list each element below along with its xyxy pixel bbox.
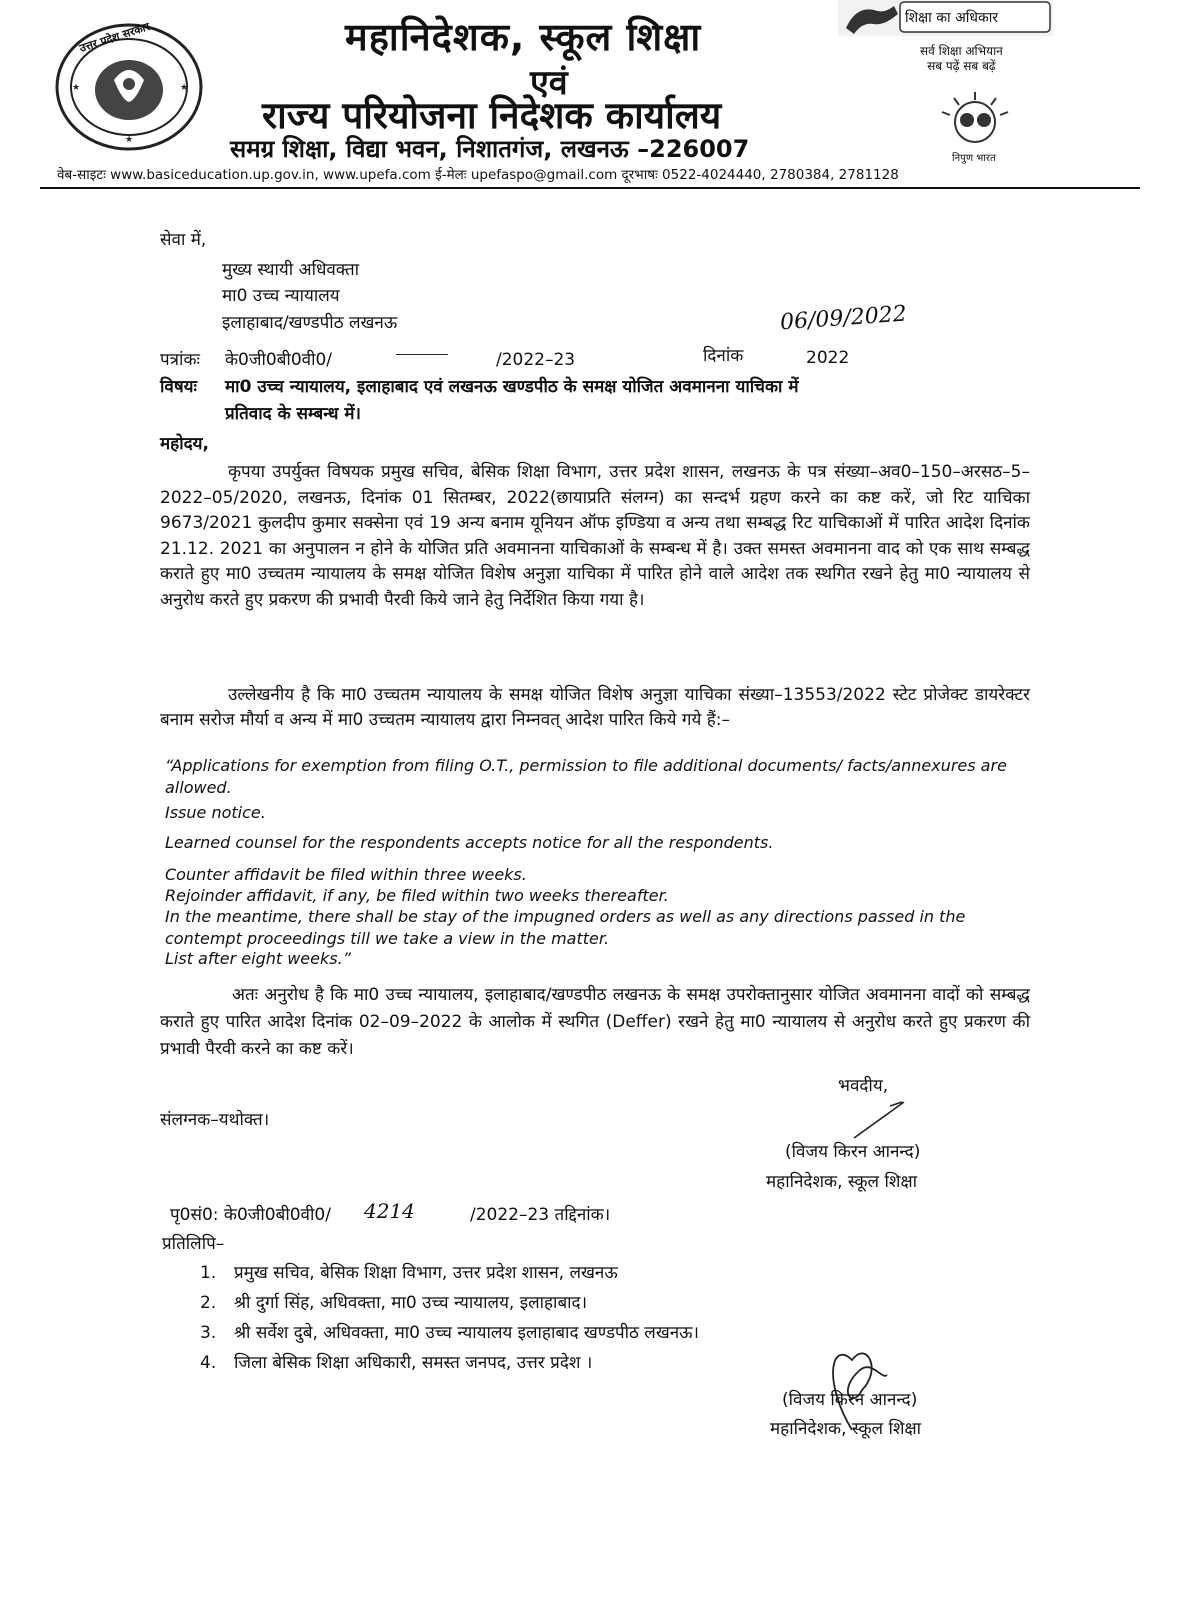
signature <box>850 1098 910 1142</box>
handwritten-date: 06/09/2022 <box>779 301 908 336</box>
rte-label: शिक्षा का अधिकार <box>905 10 999 26</box>
greeting: महोदय, <box>160 434 209 454</box>
quote-line-2: Issue notice. <box>165 803 266 822</box>
ssa-tagline: सर्व शिक्षा अभियान सब पढ़ें सब बढ़ें <box>920 44 1003 73</box>
seal-text: उत्तर प्रदेश सरकार <box>77 20 152 55</box>
closing: भवदीय, <box>838 1076 889 1096</box>
list-item: 2. श्री दुर्गा सिंह, अधिवक्ता, मा0 उच्च न्यायालय, इलाहाबाद। <box>200 1293 588 1313</box>
quote-line-3: Learned counsel for the respondents accepts notice for all the respondents. <box>165 833 774 852</box>
quote-line-6: In the meantime, there shall be stay of the impugned orders as well as any directions passed in the contempt proceedings till we take a view in the matter. <box>165 907 966 948</box>
quote-line-1: “Applications for exemption from filing O.T., permission to file additional documents/ facts/annexures are allowed. <box>165 756 1007 797</box>
signatory2-name: (विजय किरन आनन्द) <box>782 1390 918 1410</box>
nipun-bharat-label: निपुण भारत <box>952 153 996 164</box>
nipun-bharat-logo <box>932 90 1018 150</box>
signatory-name: (विजय किरन आनन्द) <box>785 1142 921 1162</box>
subject-line2: प्रतिवाद के सम्बन्ध में। <box>225 404 361 424</box>
endorsement-ref-number: 4214 <box>364 1199 415 1223</box>
endorsement-ref-prefix: पृ0सं0: के0जी0बी0वी0/ <box>170 1205 331 1225</box>
office-title-line1: महानिदेशक, स्कूल शिक्षा <box>345 15 702 59</box>
copy-list <box>200 1258 699 1378</box>
endorsement-ref-suffix: /2022–23 तद्दिनांक। <box>470 1205 611 1225</box>
office-title-line3: राज्य परियोजना निदेशक कार्यालय <box>262 94 722 137</box>
list-item: 4. जिला बेसिक शिक्षा अधिकारी, समस्त जनपद, उत्तर प्रदेश । <box>200 1353 593 1373</box>
ref-label: पत्रांकः <box>160 350 200 370</box>
ref-number-blank <box>396 354 448 355</box>
date-label: दिनांक <box>703 346 744 366</box>
subject-label: विषयः <box>160 377 197 397</box>
enclosure: संलग्नक–यथोक्त। <box>160 1110 270 1130</box>
signatory2-designation: महानिदेशक, स्कूल शिक्षा <box>770 1419 922 1439</box>
office-title-line2: एवं <box>530 63 568 103</box>
subject-line1: मा0 उच्च न्यायालय, इलाहाबाद एवं लखनऊ खण्डपीठ के समक्ष योजित अवमानना याचिका में <box>225 377 799 397</box>
paragraph-1: कृपया उपर्युक्त विषयक प्रमुख सचिव, बेसिक शिक्षा विभाग, उत्तर प्रदेश शासन, लखनऊ के पत्र संख्या–अव0–150–अरसठ–5–2022–05/2020, लखनऊ, दिनांक 01 सितम्बर, 2022(छायाप्रति संलग्न) का सन्दर्भ ग्रहण करने का कष्ट करें, जो रिट याचिका 9673/2021 कुलदीप कुमार सक्सेना एवं 19 अन्य बनाम यूनियन ऑफ इण्डिया व अन्य तथा सम्बद्ध रिट याचिकाओं में पारित आदेश दिनांक 21.12. 2021 का अनुपालन न होने के योजित प्रति अवमानना याचिकाओं के सम्बन्ध में है। उक्त समस्त अवमानना वाद को एक साथ सम्बद्ध कराते हुए मा0 उच्चतम न्यायालय के समक्ष योजित विशेष अनुज्ञा याचिका में पारित होने वाले आदेश तक स्थगित रखने हेतु मा0 न्यायालय से अनुरोध करते हुए प्रकरण की प्रभावी पैरवी किये जाने हेतु निर्देशित किया गया है। <box>160 462 1030 610</box>
svg-text:★: ★ <box>124 135 134 145</box>
svg-text:★: ★ <box>180 83 189 93</box>
paragraph-3: अतः अनुरोध है कि मा0 उच्च न्यायालय, इलाहाबाद/खण्डपीठ लखनऊ के समक्ष उपरोक्तानुसार योजित अवमानना वादों को सम्बद्ध कराते हुए पारित आदेश दिनांक 02–09–2022 के आलोक में स्थगित (Deffer) रखने हेतु मा0 न्यायालय से अनुरोध करते हुए प्रकरण की प्रभावी पैरवी करने का कष्ट करें। <box>160 985 1030 1059</box>
contact-line: वेब-साइटः www.basiceducation.up.gov.in, www.upefa.com ई-मेलः upefaspo@gmail.com दूरभाषः 0522-4024440, 2780384, 2781128 <box>57 167 899 183</box>
recipient-line1: मुख्य स्थायी अधिवक्ता <box>222 260 360 280</box>
quote-line-5: Rejoinder affidavit, if any, be filed within two weeks thereafter. <box>165 886 669 905</box>
recipient-line2: मा0 उच्च न्यायालय <box>222 286 340 306</box>
list-item: 1. प्रमुख सचिव, बेसिक शिक्षा विभाग, उत्तर प्रदेश शासन, लखनऊ <box>200 1263 618 1283</box>
svg-text:★: ★ <box>72 83 81 93</box>
office-address: समग्र शिक्षा, विद्या भवन, निशातगंज, लखनऊ –226007 <box>230 135 750 163</box>
quote-line-4: Counter affidavit be filed within three weeks. <box>165 865 527 884</box>
copy-label: प्रतिलिपि– <box>162 1234 225 1254</box>
recipient-line3: इलाहाबाद/खण्डपीठ लखनऊ <box>222 313 398 333</box>
signatory-designation: महानिदेशक, स्कूल शिक्षा <box>766 1172 918 1192</box>
ref-prefix: के0जी0बी0वी0/ <box>225 350 333 370</box>
salutation: सेवा में, <box>160 230 207 250</box>
paragraph-2: उल्लेखनीय है कि मा0 उच्चतम न्यायालय के समक्ष योजित विशेष अनुज्ञा याचिका संख्या–13553/2022 स्टेट प्रोजेक्ट डायरेक्टर बनाम सरोज मौर्या व अन्य में मा0 उच्चतम न्यायालय द्वारा निम्नवत् आदेश पारित किये गये हैं:– <box>160 685 1030 730</box>
ref-year: /2022–23 <box>496 350 576 370</box>
date-year: 2022 <box>806 348 850 368</box>
quote-line-7: List after eight weeks.” <box>165 949 351 968</box>
header-divider <box>40 187 1140 189</box>
list-item: 3. श्री सर्वेश दुबे, अधिवक्ता, मा0 उच्च न्यायालय इलाहाबाद खण्डपीठ लखनऊ। <box>200 1323 699 1343</box>
